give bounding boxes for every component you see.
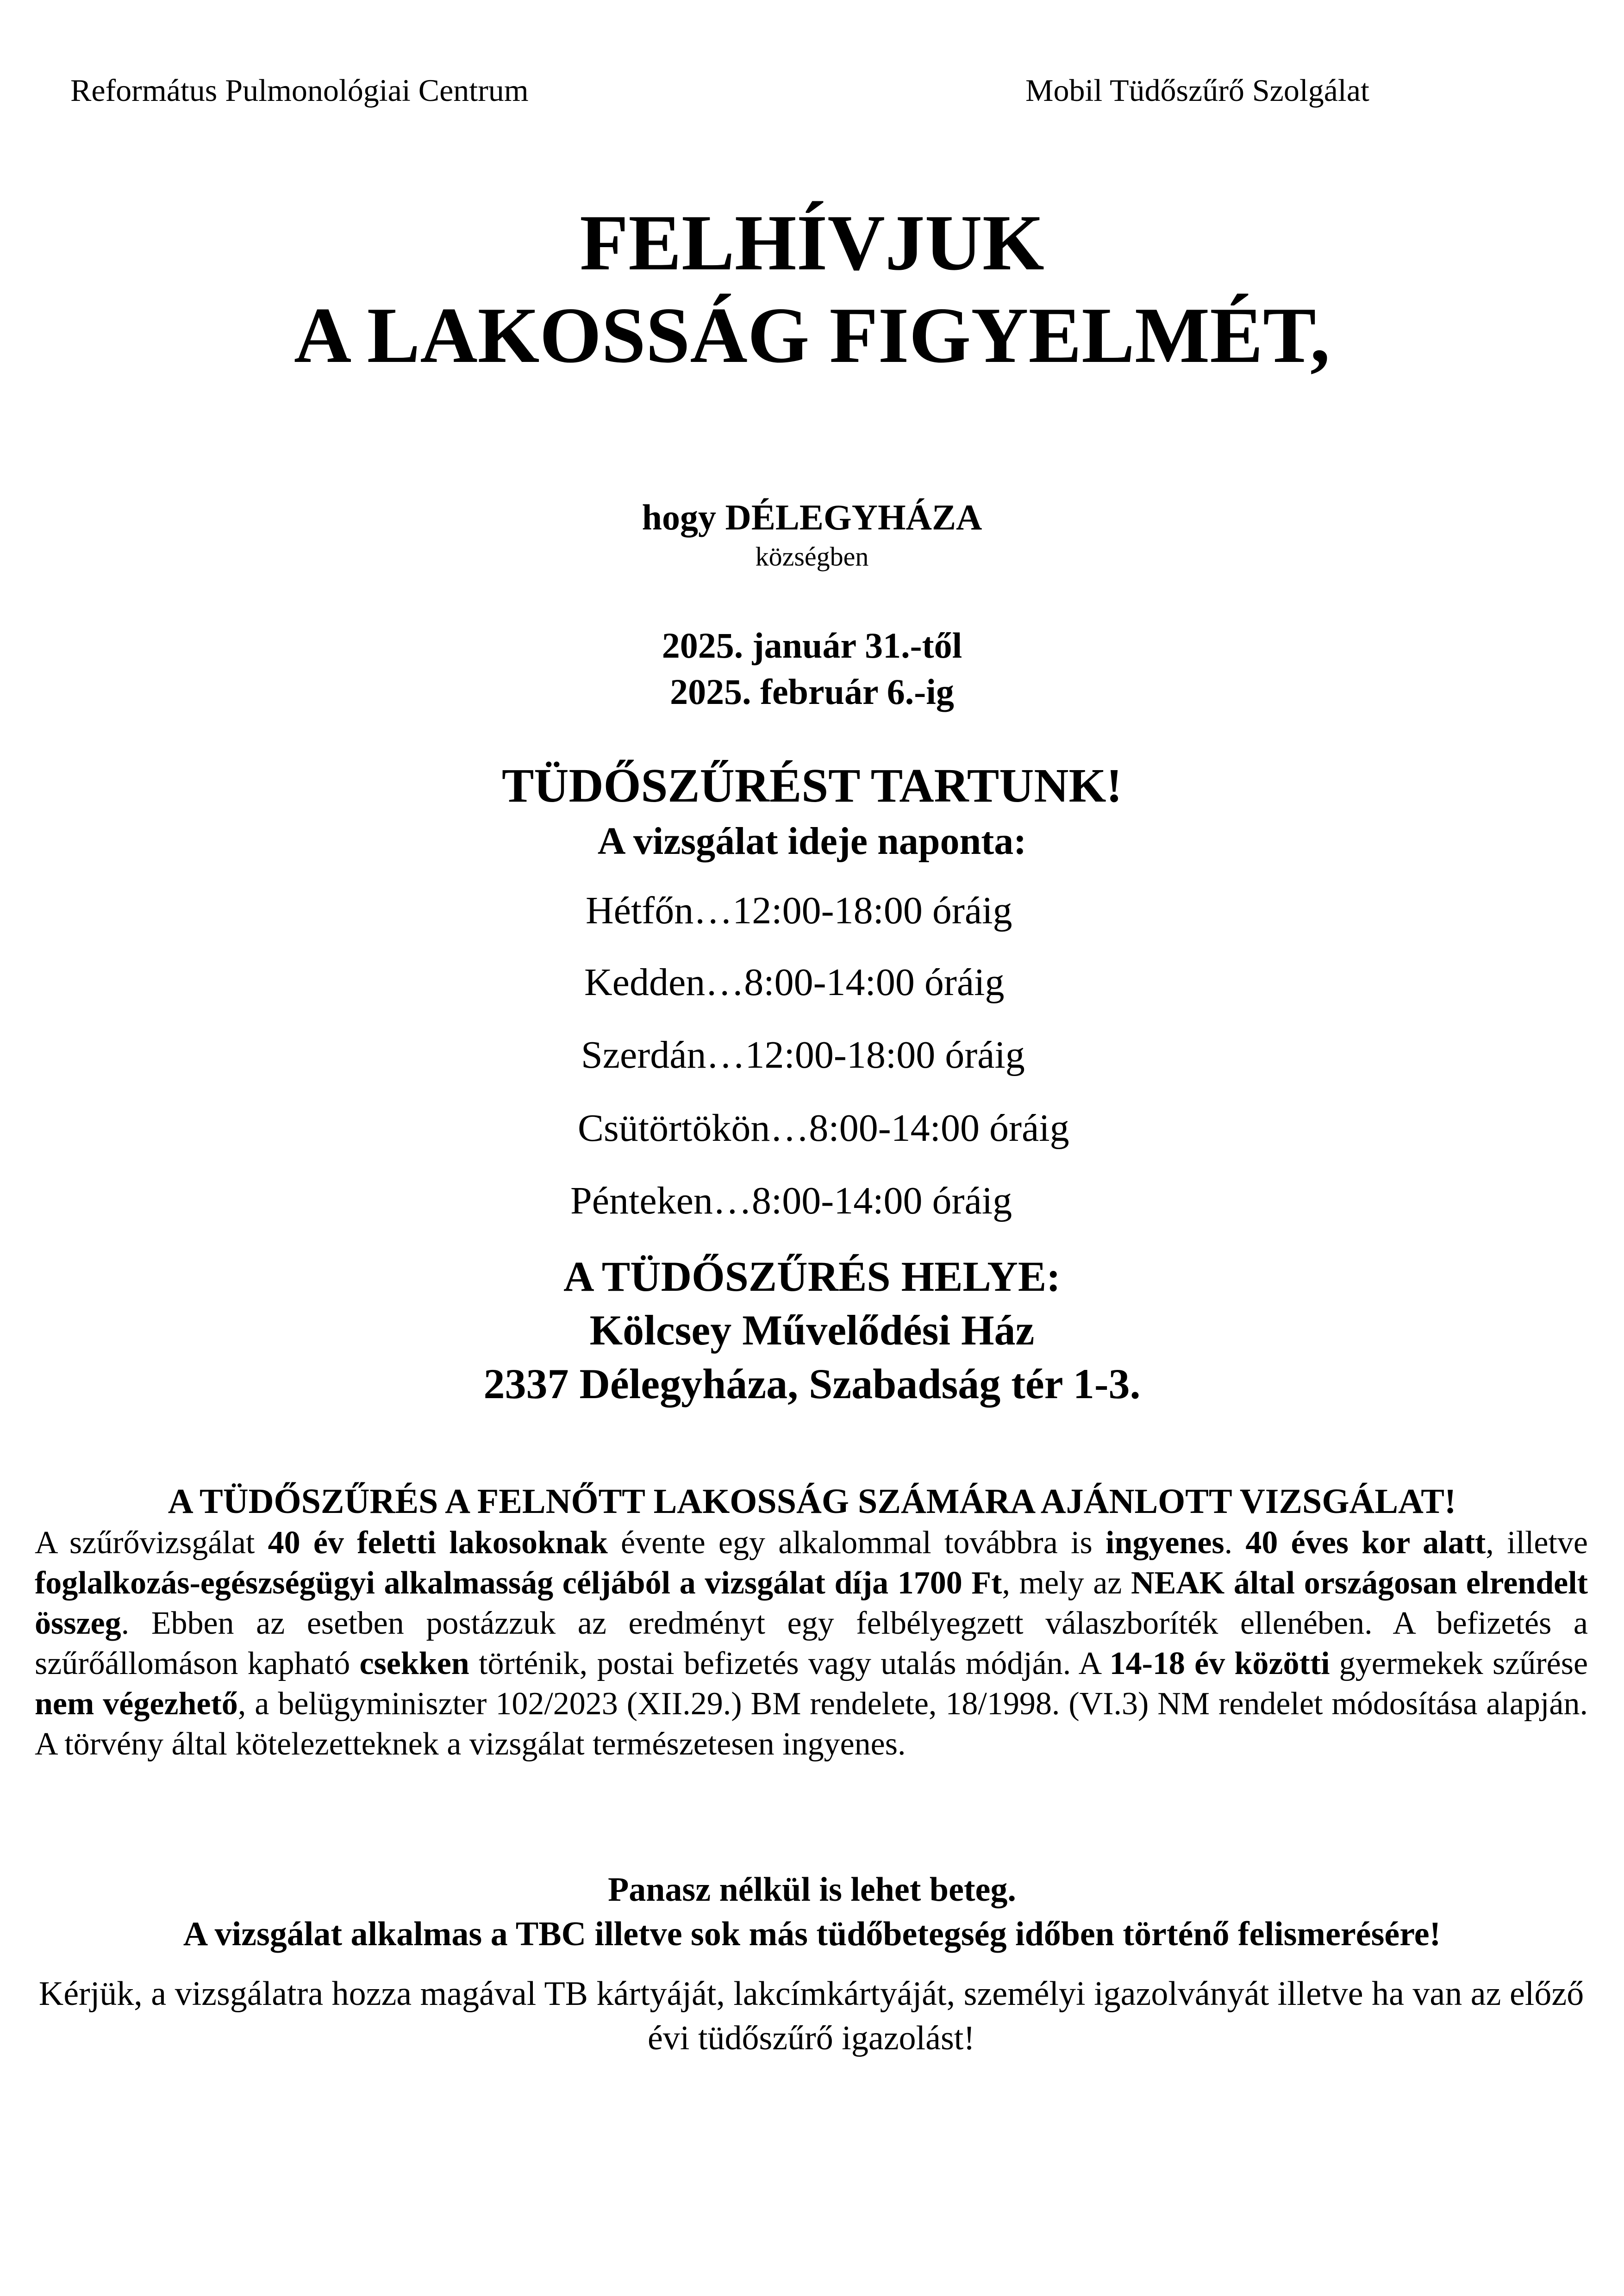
date-from: 2025. január 31.-től — [662, 625, 962, 666]
info-emphasis: NEAK által országosan elrendelt összeg — [35, 1565, 1588, 1641]
info-text: gyermekek szűrése — [1330, 1646, 1588, 1681]
info-text: . — [1224, 1525, 1246, 1561]
info-text: történik, postai befizetés vagy utalás módján. A — [469, 1646, 1110, 1681]
schedule-item-thursday: Csütörtökön…8:00-14:00 óráig — [578, 1107, 1069, 1150]
info-text: , mely az — [1002, 1565, 1131, 1601]
info-text: A szűrővizsgálat — [35, 1525, 268, 1561]
info-text: , a belügyminiszter 102/2023 (XII.29.) BM rendelete, 18/1998. (VI.3) NM rendelet módosítása alapján. A törvény által kötelezetteknek a vizsgálat természetesen ingyenes. — [35, 1686, 1588, 1762]
schedule-label: A vizsgálat ideje naponta: — [597, 820, 1027, 863]
info-emphasis: nem végezhető — [35, 1686, 238, 1722]
village-line: hogy DÉLEGYHÁZA — [642, 497, 982, 537]
info-emphasis: ingyenes — [1105, 1525, 1224, 1561]
date-range — [0, 622, 1624, 715]
location-address: 2337 Délegyháza, Szabadság tér 1-3. — [483, 1360, 1141, 1407]
schedule-item-monday: Hétfőn…12:00-18:00 óráig — [586, 889, 1012, 932]
date-to: 2025. február 6.-ig — [670, 672, 954, 712]
announcement-heading: TÜDŐSZŰRÉST TARTUNK! — [501, 759, 1122, 812]
service-name: Mobil Tüdőszűrő Szolgálat — [1025, 73, 1369, 108]
info-heading: A TÜDŐSZŰRÉS A FELNŐTT LAKOSSÁG SZÁMÁRA AJÁNLOTT VIZSGÁLAT! — [168, 1482, 1456, 1521]
location-block — [0, 1250, 1624, 1411]
request-paragraph: Kérjük, a vizsgálatra hozza magával TB kártyáját, lakcímkártyáját, személyi igazolványát illetve ha van az előző évi tüdőszűrő igazolást! — [38, 1975, 1584, 2057]
closing-line-1: Panasz nélkül is lehet beteg. — [608, 1871, 1016, 1909]
info-emphasis: 40 év feletti lakosoknak — [268, 1525, 608, 1561]
organization-name: Református Pulmonológiai Centrum — [70, 73, 529, 108]
info-paragraph — [35, 1523, 1588, 1764]
info-emphasis: foglalkozás-egészségügyi alkalmasság céljából a vizsgálat díja 1700 Ft — [35, 1565, 1002, 1601]
info-text: . Ebben az esetben postázzuk az eredményt egy felbélyegzett válaszboríték ellenében. A befizetés a szűrőállomáson kapható — [35, 1605, 1588, 1681]
location-venue: Kölcsey Művelődési Ház — [589, 1307, 1035, 1354]
schedule-item-tuesday: Kedden…8:00-14:00 óráig — [584, 961, 1005, 1004]
closing-block — [0, 1867, 1624, 1956]
schedule-item-friday: Pénteken…8:00-14:00 óráig — [570, 1179, 1012, 1222]
village-subline: községben — [755, 541, 869, 572]
closing-line-2: A vizsgálat alkalmas a TBC illetve sok más tüdőbetegség időben történő felismerésére! — [183, 1915, 1441, 1953]
title-line-1: FELHÍVJUK — [580, 199, 1044, 287]
info-emphasis: 40 éves kor alatt — [1245, 1525, 1486, 1561]
info-text: , illetve — [1486, 1525, 1588, 1561]
info-emphasis: 14-18 év közötti — [1109, 1646, 1330, 1681]
info-text: évente egy alkalommal továbbra is — [607, 1525, 1106, 1561]
location-heading: A TÜDŐSZŰRÉS HELYE: — [563, 1253, 1061, 1300]
schedule-item-wednesday: Szerdán…12:00-18:00 óráig — [581, 1033, 1025, 1076]
info-emphasis: csekken — [359, 1646, 469, 1681]
page-title — [0, 197, 1624, 382]
title-line-2: A LAKOSSÁG FIGYELMÉT, — [294, 292, 1330, 380]
